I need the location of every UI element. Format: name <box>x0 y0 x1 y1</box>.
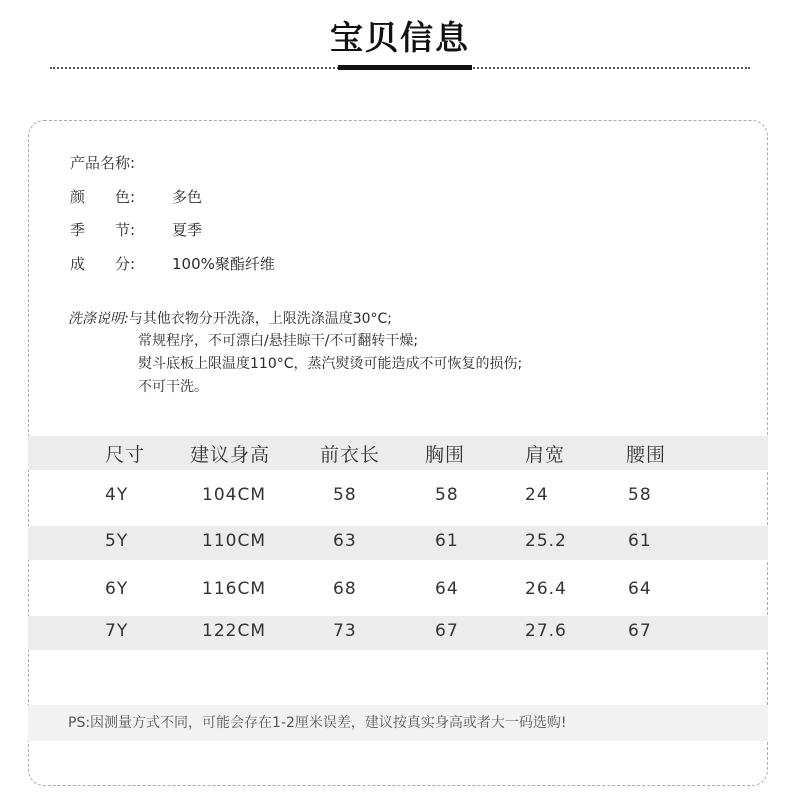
table-cell: 122CM <box>202 621 266 641</box>
table-header <box>28 436 768 470</box>
table-cell: 104CM <box>202 485 266 505</box>
info-label: 产品名称: <box>70 154 136 172</box>
info-label: 颜 色: <box>70 188 136 206</box>
table-cell: 64 <box>435 579 459 599</box>
table-header-cell: 前衣长 <box>320 444 381 466</box>
table-cell: 58 <box>435 485 459 505</box>
wash-line: 不可干洗。 <box>138 379 208 395</box>
page-title: 宝贝信息 <box>330 18 470 57</box>
table-cell: 67 <box>628 621 652 641</box>
table-header-cell: 尺寸 <box>105 444 146 466</box>
wash-line: 熨斗底板上限温度110°C，蒸汽熨烫可能造成不可恢复的损伤; <box>138 356 523 372</box>
wash-label: 洗涤说明: <box>68 311 129 327</box>
table-cell: 61 <box>435 531 459 551</box>
table-cell: 116CM <box>202 579 266 599</box>
table-cell: 7Y <box>105 621 129 641</box>
table-row <box>28 526 768 560</box>
info-label: 成 分: <box>70 255 136 273</box>
table-cell: 58 <box>628 485 652 505</box>
table-cell: 6Y <box>105 579 129 599</box>
table-cell: 26.4 <box>525 579 567 599</box>
table-cell: 4Y <box>105 485 129 505</box>
table-header-cell: 腰围 <box>626 444 667 466</box>
table-cell: 68 <box>333 579 357 599</box>
info-value: 夏季 <box>172 221 203 239</box>
table-cell: 67 <box>435 621 459 641</box>
table-cell: 5Y <box>105 531 129 551</box>
table-cell: 110CM <box>202 531 266 551</box>
size-note: PS:因测量方式不同，可能会存在1-2厘米误差，建议按真实身高或者大一码选购! <box>28 705 768 741</box>
wash-line: 常规程序，不可漂白/悬挂晾干/不可翻转干燥; <box>138 333 419 349</box>
table-cell: 25.2 <box>525 531 567 551</box>
table-cell: 63 <box>333 531 357 551</box>
info-value: 多色 <box>172 188 203 206</box>
table-row <box>28 480 768 514</box>
table-header-cell: 胸围 <box>425 444 466 466</box>
table-cell: 73 <box>333 621 357 641</box>
table-header-cell: 建议身高 <box>190 444 271 466</box>
info-value: 100%聚酯纤维 <box>172 255 275 273</box>
table-cell: 64 <box>628 579 652 599</box>
wash-line: 与其他衣物分开洗涤，上限洗涤温度30°C; <box>128 311 393 327</box>
table-cell: 27.6 <box>525 621 567 641</box>
table-cell: 58 <box>333 485 357 505</box>
table-cell: 24 <box>525 485 549 505</box>
info-label: 季 节: <box>70 221 136 239</box>
table-row <box>28 616 768 650</box>
table-header-cell: 肩宽 <box>525 444 566 466</box>
table-row <box>28 574 768 608</box>
title-underline <box>338 65 472 70</box>
table-cell: 61 <box>628 531 652 551</box>
